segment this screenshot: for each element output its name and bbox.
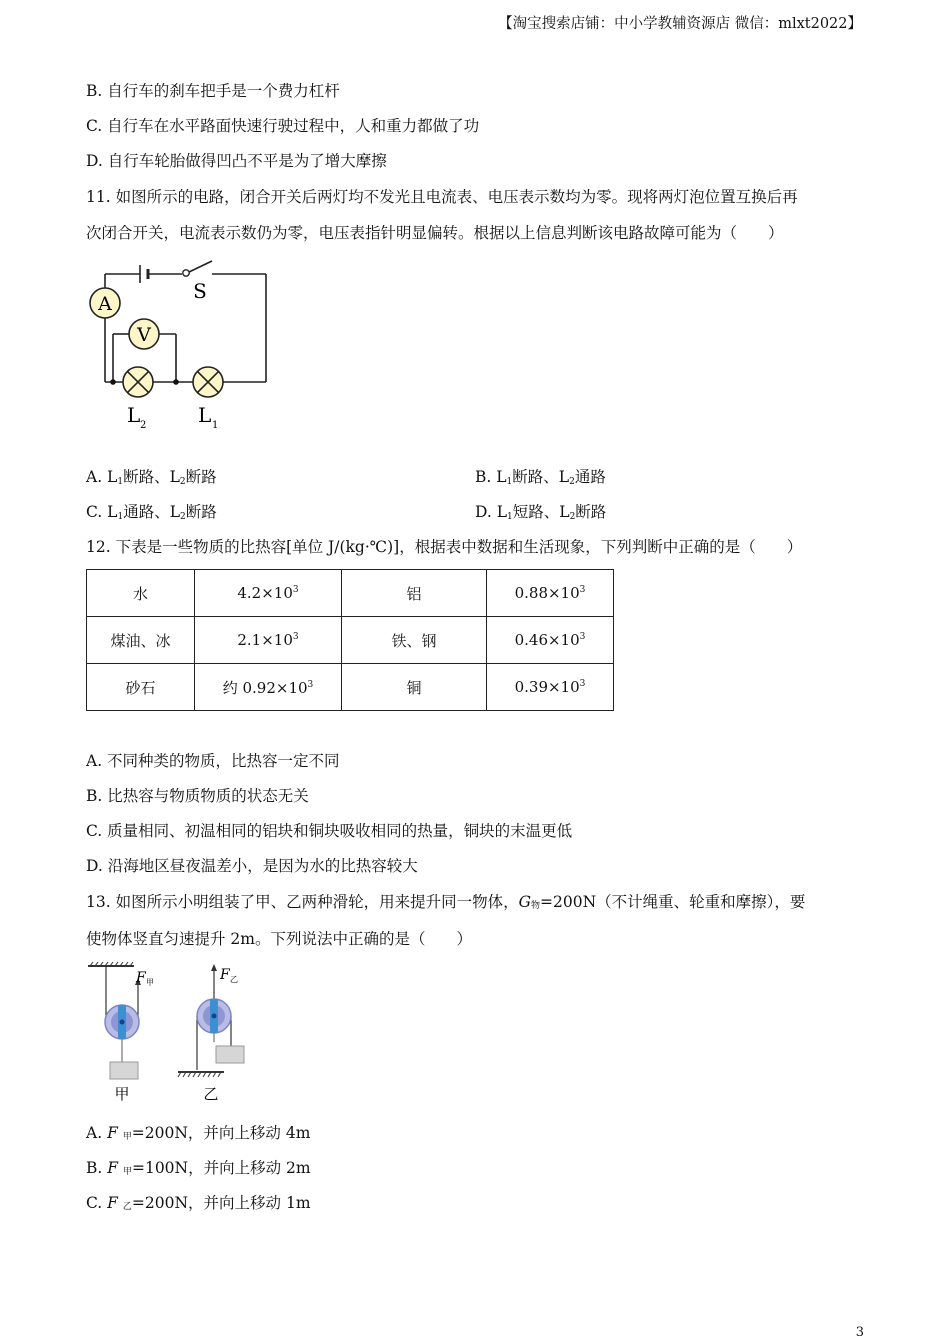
- weight-yi-icon: [216, 1046, 244, 1063]
- force-yi-label: F: [220, 967, 230, 983]
- table-cell: $0.46\times 10^3$: [487, 617, 614, 664]
- table-cell: 铝: [342, 570, 487, 617]
- table-cell: 砂石: [87, 664, 195, 711]
- table-cell: 约 $0.92\times 10^3$: [195, 664, 342, 711]
- lamp-l1-subscript: 1: [212, 420, 219, 431]
- ammeter-label: A: [98, 293, 112, 315]
- q11-circuit-diagram: [80, 252, 280, 437]
- table-row: [87, 664, 614, 711]
- ceiling-hatch: [88, 962, 134, 966]
- page-header: 【淘宝搜索店铺：中小学教辅资源店 微信：mlxt2022】: [498, 16, 862, 32]
- q13-option-a: A. F 甲=200N，并向上移动 4m: [86, 1124, 311, 1142]
- q12-option-b: B. 比热容与物质物质的状态无关: [86, 787, 309, 805]
- switch-lever: [189, 261, 212, 272]
- switch-label: S: [193, 279, 207, 303]
- voltmeter-label: V: [137, 324, 151, 346]
- table-cell: 煤油、冰: [87, 617, 195, 664]
- lamp-l2-icon: [123, 367, 153, 397]
- table-cell: $0.39\times 10^3$: [487, 664, 614, 711]
- table-cell: $2.1\times 10^3$: [195, 617, 342, 664]
- floor-hatch: [178, 1072, 224, 1077]
- junction-left: [110, 379, 116, 385]
- pulley-yi-icon: [197, 999, 231, 1033]
- force-yi-subscript: 乙: [230, 975, 238, 984]
- page-number: 3: [855, 1325, 864, 1340]
- q11-option-d: D. $L_1$短路、$L_2$断路: [475, 503, 607, 522]
- q13-option-c: C. F 乙=200N，并向上移动 1m: [86, 1194, 311, 1212]
- table-cell: 水: [87, 570, 195, 617]
- q13-option-b: B. F 甲=100N，并向上移动 2m: [86, 1159, 311, 1177]
- q12-option-c: C. 质量相同、初温相同的铝块和铜块吸收相同的热量，铜块的末温更低: [86, 822, 573, 840]
- q12-option-a: A. 不同种类的物质，比热容一定不同: [86, 752, 340, 770]
- table-cell: 铁、钢: [342, 617, 487, 664]
- force-jia-label: F: [136, 970, 146, 986]
- q10-option-c: C. 自行车在水平路面快速行驶过程中，人和重力都做了功: [86, 117, 480, 135]
- table-row: [87, 570, 614, 617]
- diagram-label-jia: 甲: [114, 1085, 130, 1103]
- lamp-l2-subscript: 2: [140, 420, 147, 431]
- specific-heat-table: [86, 569, 614, 711]
- lamp-l1-label: L: [198, 403, 212, 427]
- junction-right: [173, 379, 179, 385]
- q13-stem-line1: 13. 如图所示小明组装了甲、乙两种滑轮，用来提升同一物体，G物=200N（不计绳重、轮重和摩擦），要: [86, 893, 806, 911]
- pulley-jia-icon: [105, 1005, 139, 1039]
- q11-stem-line2: 次闭合开关，电流表示数仍为零，电压表指针明显偏转。根据以上信息判断该电路故障可能为（ ）: [86, 224, 784, 242]
- diagram-label-yi: 乙: [203, 1085, 219, 1103]
- q13-pulley-diagram: [86, 958, 256, 1108]
- lamp-l1-icon: [193, 367, 223, 397]
- table-row: [87, 617, 614, 664]
- q11-option-b: B. $L_1$断路、$L_2$通路: [475, 468, 606, 487]
- switch-pivot: [183, 270, 189, 276]
- lamp-l2-label: L: [127, 403, 141, 427]
- q13-stem-line2: 使物体竖直匀速提升 2m。下列说法中正确的是（ ）: [86, 930, 472, 948]
- q11-option-c: C. $L_1$通路、$L_2$断路: [86, 503, 217, 522]
- q10-option-b: B. 自行车的刹车把手是一个费力杠杆: [86, 82, 340, 100]
- weight-jia-icon: [110, 1062, 138, 1079]
- table-cell: $4.2\times 10^3$: [195, 570, 342, 617]
- table-cell: 铜: [342, 664, 487, 711]
- force-jia-subscript: 甲: [146, 978, 154, 987]
- q11-stem-line1: 11. 如图所示的电路，闭合开关后两灯均不发光且电流表、电压表示数均为零。现将两灯泡位置互换后再: [86, 188, 798, 206]
- q10-option-d: D. 自行车轮胎做得凹凸不平是为了增大摩擦: [86, 152, 387, 170]
- q12-stem: 12. 下表是一些物质的比热容[单位 J/(kg·℃)]，根据表中数据和生活现象，下列判断中正确的是（ ）: [86, 538, 803, 556]
- q11-option-a: A. $L_1$断路、$L_2$断路: [86, 468, 217, 487]
- arrow-up-icon: [211, 964, 217, 971]
- table-cell: $0.88\times 10^3$: [487, 570, 614, 617]
- q12-option-d: D. 沿海地区昼夜温差小，是因为水的比热容较大: [86, 857, 418, 875]
